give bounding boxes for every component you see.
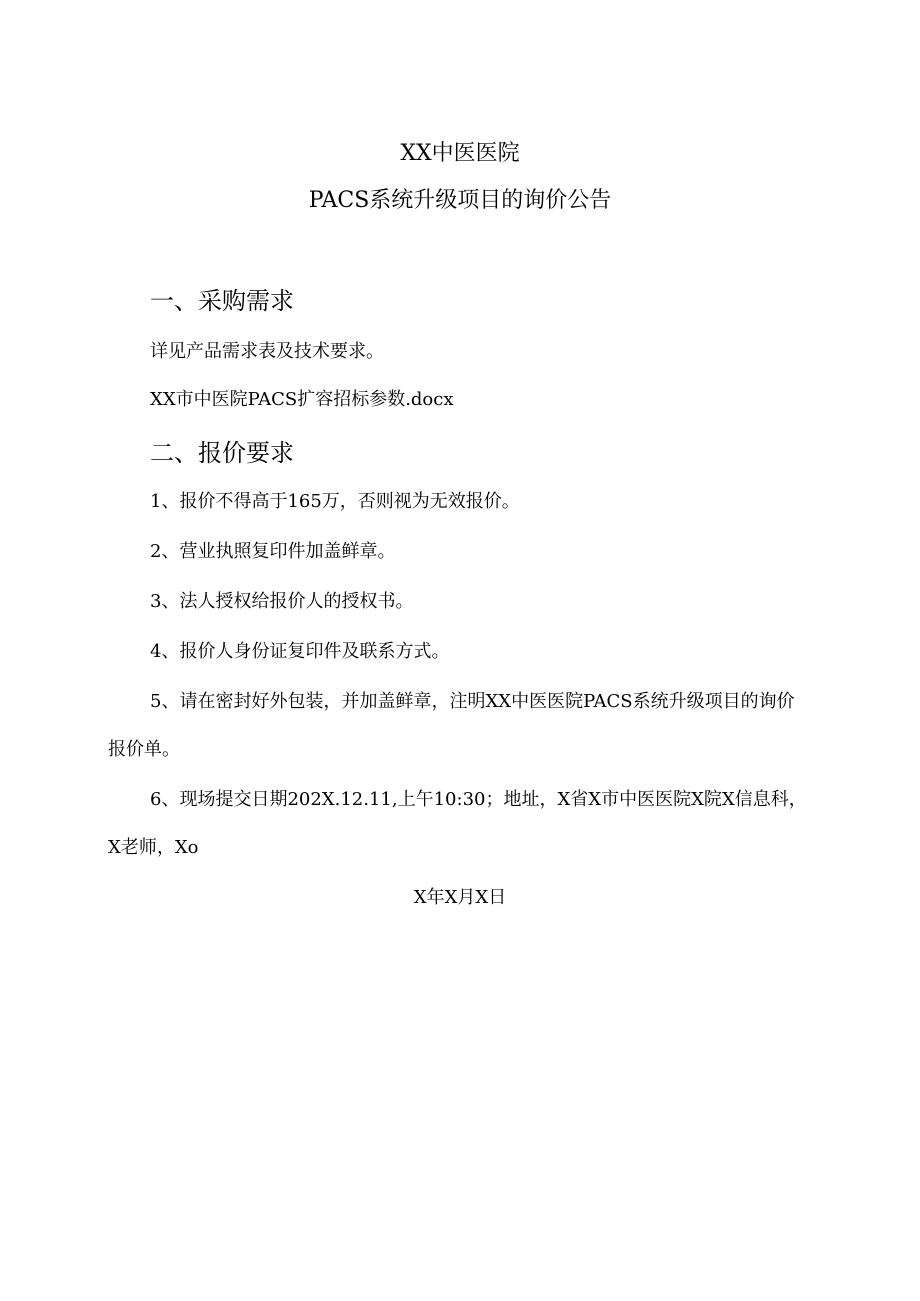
quotation-item-1: 1、报价不得高于165万，否则视为无效报价。: [150, 491, 520, 512]
quotation-item-5-line1: 5、请在密封好外包装，并加盖鲜章，注明XX中医医院PACS系统升级项目的询价: [150, 691, 795, 712]
quotation-item-3: 3、法人授权给报价人的授权书。: [150, 591, 414, 612]
quotation-item-2: 2、营业执照复印件加盖鲜章。: [150, 541, 396, 562]
quotation-item-6: [108, 788, 848, 860]
quotation-item-5-line2: 报价单。: [108, 739, 180, 760]
quotation-item-6-line1: 6、现场提交日期202X.12.11,上午10:30；地址，X省X市中医医院X院X信息科，: [150, 789, 807, 810]
document-title-line2: PACS系统升级项目的询价公告: [308, 188, 612, 213]
quotation-item-6-line2: X老师，Xo: [108, 837, 199, 858]
section-heading-procurement: 一、采购需求: [150, 287, 294, 315]
quotation-item-5: [108, 690, 848, 762]
section-heading-quotation: 二、报价要求: [150, 439, 294, 467]
quotation-item-4: 4、报价人身份证复印件及联系方式。: [150, 641, 450, 662]
attachment-filename: XX市中医院PACS扩容招标参数.docx: [150, 389, 454, 410]
document-title-line1: XX中医医院: [400, 141, 520, 166]
document-date: X年X月X日: [413, 887, 507, 908]
procurement-detail-text: 详见产品需求表及技术要求。: [150, 341, 384, 362]
